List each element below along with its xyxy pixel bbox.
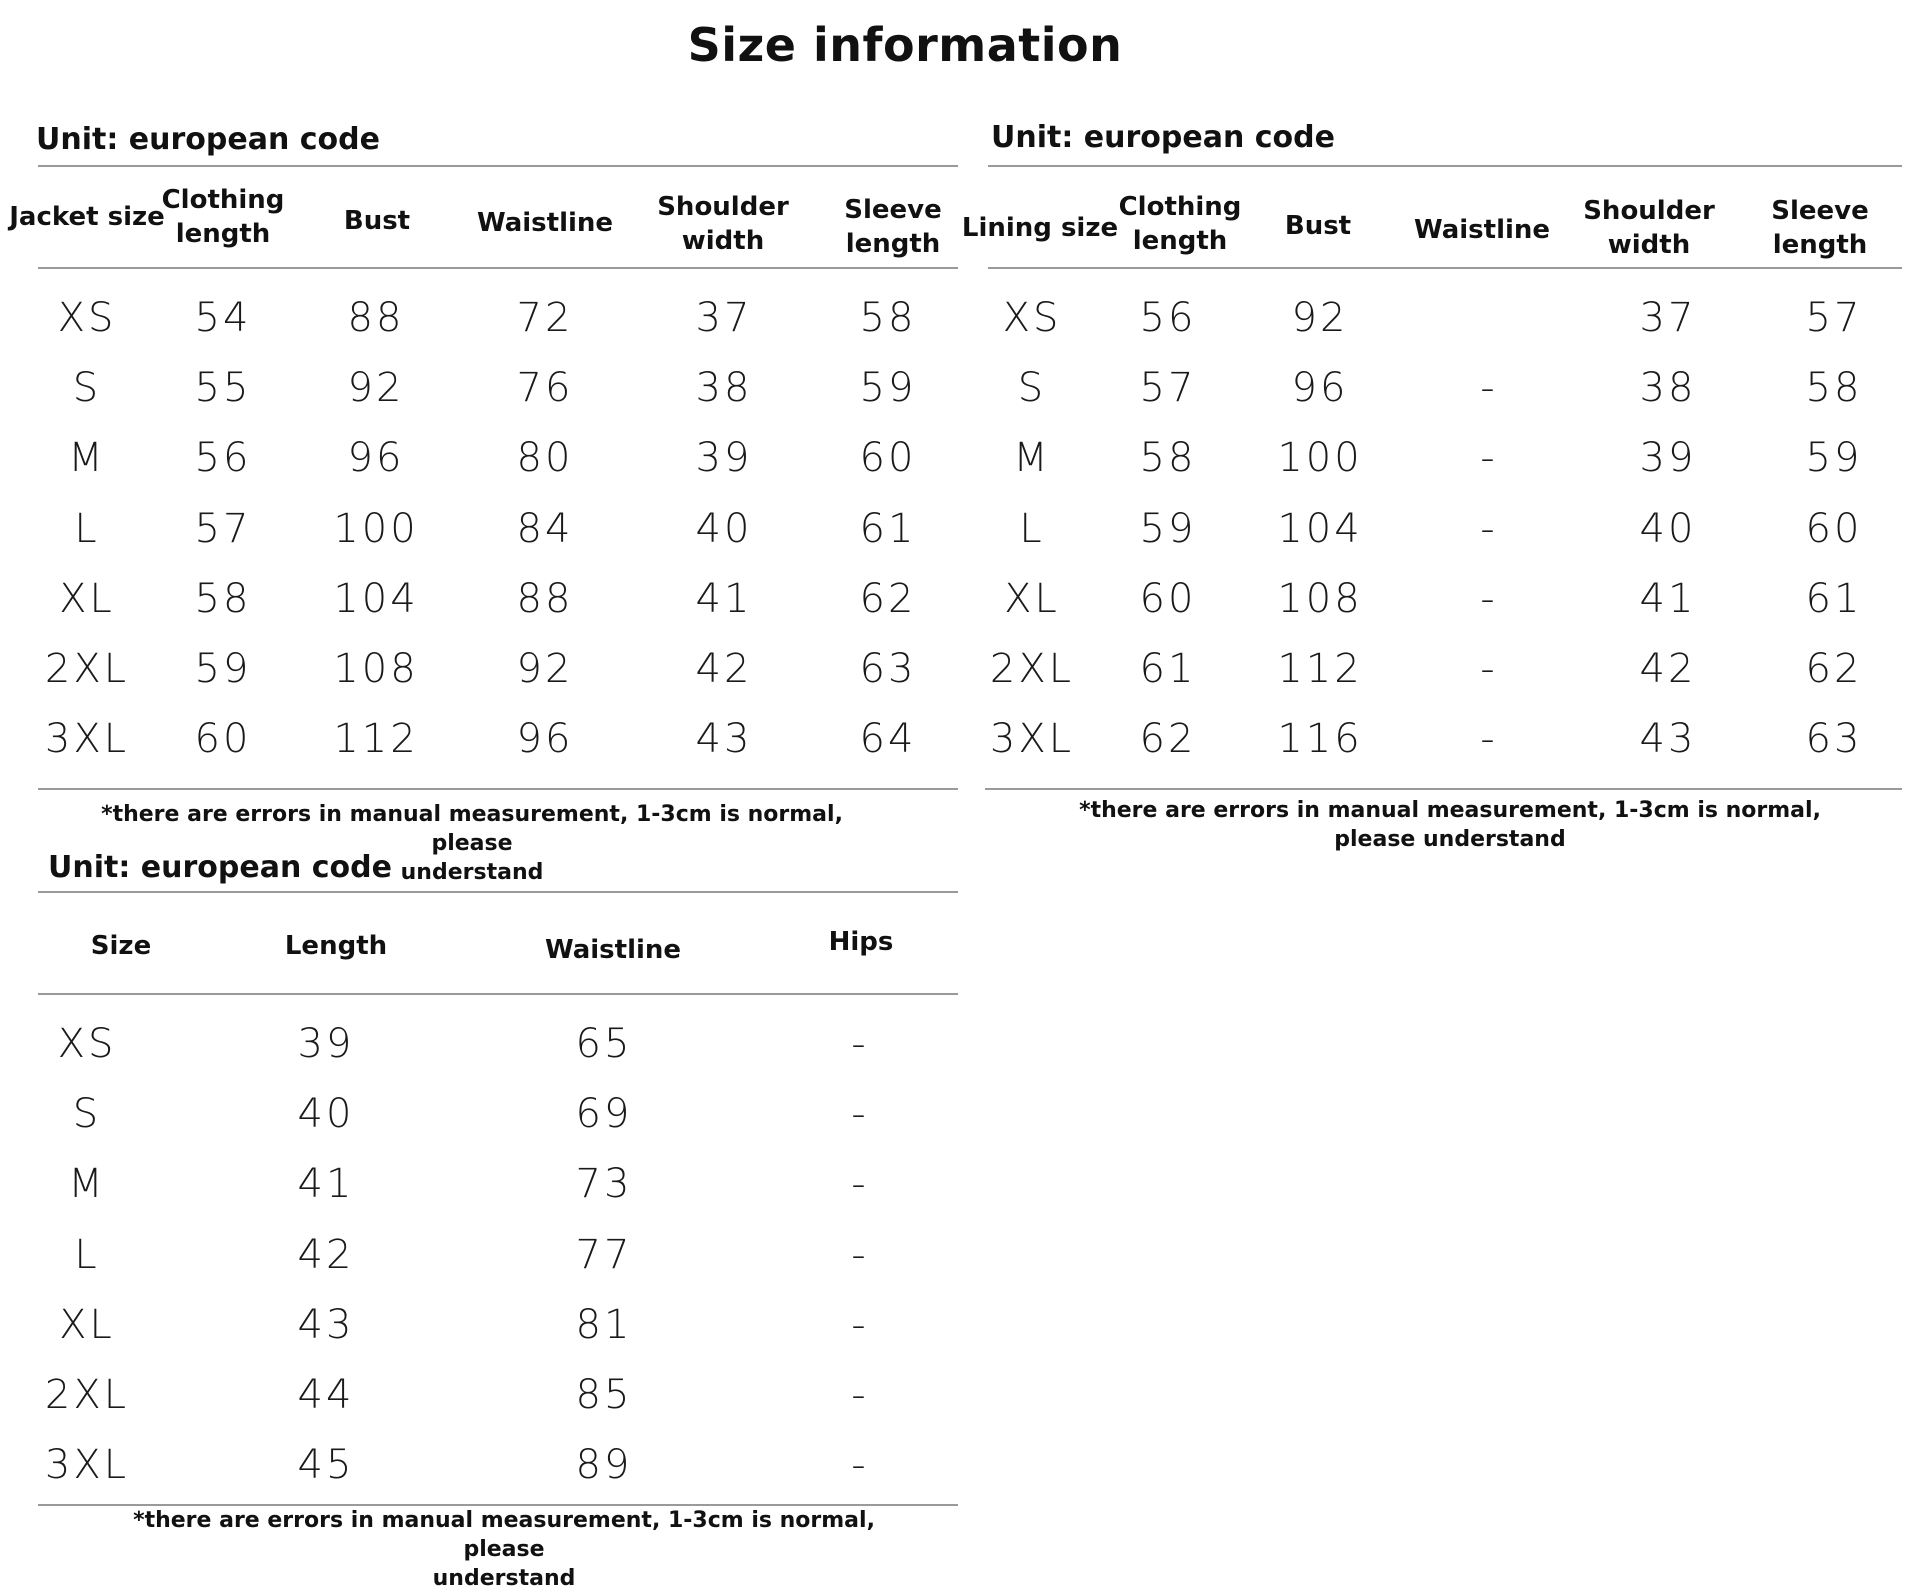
lining-size-cell: XL xyxy=(1004,575,1060,622)
skirt-value-cell: - xyxy=(851,1231,869,1278)
lining-value-cell: 104 xyxy=(1277,505,1363,552)
jacket-value-cell: 40 xyxy=(695,505,753,552)
lining-value-cell: 62 xyxy=(1139,716,1197,763)
lining-measurement-note: *there are errors in manual measurement, 1-3cm is normal, please understand xyxy=(1079,798,1821,852)
jacket-size-cell: M xyxy=(68,435,106,482)
jacket-size-cell: XL xyxy=(59,575,115,622)
lining-header-cell: Bust xyxy=(1284,211,1352,241)
jacket-value-cell: 92 xyxy=(516,646,574,692)
skirt-size-cell: S xyxy=(72,1091,102,1138)
jacket-value-cell: 42 xyxy=(695,646,753,692)
lining-value-cell: - xyxy=(1480,505,1498,552)
skirt-size-cell: 3XL xyxy=(44,1442,130,1489)
skirt-value-cell: - xyxy=(851,1372,869,1418)
lining-value-cell: 100 xyxy=(1277,435,1363,482)
lining-value-cell: 62 xyxy=(1805,646,1863,692)
lining-size-cell: M xyxy=(1013,435,1051,482)
lining-value-cell: 57 xyxy=(1139,365,1197,412)
jacket-header-cell: Sleeve length xyxy=(844,195,942,259)
lining-value-cell: 58 xyxy=(1805,365,1863,412)
lining-value-cell: - xyxy=(1480,365,1498,412)
jacket-value-cell: 112 xyxy=(333,716,419,763)
jacket-value-cell: 104 xyxy=(333,575,419,622)
skirt-value-cell: 45 xyxy=(297,1442,355,1489)
jacket-bottom-divider xyxy=(38,788,958,790)
jacket-value-cell: 84 xyxy=(516,505,574,552)
skirt-value-cell: 73 xyxy=(575,1161,633,1208)
lining-header-cell: Clothing length xyxy=(1118,192,1242,256)
jacket-value-cell: 41 xyxy=(695,575,753,622)
jacket-value-cell: 60 xyxy=(859,435,917,482)
skirt-value-cell: - xyxy=(851,1442,869,1489)
lining-value-cell: 96 xyxy=(1291,365,1349,412)
lining-value-cell: 60 xyxy=(1139,575,1197,622)
jacket-value-cell: 76 xyxy=(516,365,574,412)
lining-value-cell: 56 xyxy=(1139,295,1197,341)
jacket-value-cell: 64 xyxy=(859,716,917,763)
lining-size-cell: 2XL xyxy=(989,646,1075,692)
jacket-value-cell: 56 xyxy=(194,435,252,482)
lining-size-cell: 3XL xyxy=(989,716,1075,763)
lining-value-cell: 40 xyxy=(1639,505,1697,552)
lining-value-cell: 60 xyxy=(1805,505,1863,552)
skirt-value-cell: 44 xyxy=(297,1372,355,1418)
lining-header-cell: Waistline xyxy=(1413,215,1551,245)
jacket-value-cell: 92 xyxy=(347,365,405,412)
lining-value-cell: 37 xyxy=(1639,295,1697,341)
jacket-value-cell: 61 xyxy=(859,505,917,552)
lining-value-cell: 61 xyxy=(1139,646,1197,692)
jacket-value-cell: 108 xyxy=(333,646,419,692)
jacket-value-cell: 88 xyxy=(347,295,405,341)
lining-header-divider xyxy=(988,267,1902,269)
jacket-unit-label: Unit: european code xyxy=(36,122,380,157)
skirt-measurement-note: *there are errors in manual measurement, 1-3cm is normal, please understand xyxy=(133,1508,875,1591)
jacket-measurement-note: *there are errors in manual measurement, 1-3cm is normal, please understand xyxy=(101,802,843,885)
lining-value-cell: 108 xyxy=(1277,575,1363,622)
skirt-value-cell: 77 xyxy=(575,1231,633,1278)
skirt-header-cell: Waistline xyxy=(544,935,682,965)
skirt-header-cell: Size xyxy=(90,931,152,961)
skirt-value-cell: 69 xyxy=(575,1091,633,1138)
jacket-value-cell: 72 xyxy=(516,295,574,341)
jacket-header-cell: Bust xyxy=(343,206,411,236)
lining-size-cell: XS xyxy=(1002,295,1062,341)
skirt-value-cell: 39 xyxy=(297,1021,355,1067)
skirt-value-cell: 43 xyxy=(297,1301,355,1348)
jacket-value-cell: 96 xyxy=(516,716,574,763)
jacket-header-cell: Jacket size xyxy=(9,202,165,232)
lining-value-cell: 61 xyxy=(1805,575,1863,622)
skirt-header-divider xyxy=(38,993,958,995)
jacket-size-cell: S xyxy=(72,365,102,412)
lining-value-cell: 57 xyxy=(1805,295,1863,341)
jacket-value-cell: 58 xyxy=(859,295,917,341)
jacket-value-cell: 43 xyxy=(695,716,753,763)
skirt-size-cell: 2XL xyxy=(44,1372,130,1418)
lining-value-cell: - xyxy=(1480,435,1498,482)
skirt-value-cell: 85 xyxy=(575,1372,633,1418)
lining-value-cell: 59 xyxy=(1805,435,1863,482)
lining-header-cell: Sleeve length xyxy=(1771,196,1869,260)
lining-header-cell: Lining size xyxy=(961,213,1119,243)
jacket-value-cell: 59 xyxy=(194,646,252,692)
lining-value-cell: - xyxy=(1480,646,1498,692)
jacket-value-cell: 37 xyxy=(695,295,753,341)
lining-value-cell: 92 xyxy=(1291,295,1349,341)
skirt-size-cell: L xyxy=(74,1231,100,1278)
jacket-value-cell: 38 xyxy=(695,365,753,412)
skirt-value-cell: 42 xyxy=(297,1231,355,1278)
lining-value-cell: 38 xyxy=(1639,365,1697,412)
lining-value-cell: 59 xyxy=(1139,505,1197,552)
lining-header-cell: Shoulder width xyxy=(1583,196,1715,260)
lining-value-cell: - xyxy=(1480,575,1498,622)
jacket-value-cell: 100 xyxy=(333,505,419,552)
jacket-header-cell: Shoulder width xyxy=(657,192,789,256)
jacket-value-cell: 60 xyxy=(194,716,252,763)
lining-value-cell: 39 xyxy=(1639,435,1697,482)
jacket-value-cell: 88 xyxy=(516,575,574,622)
jacket-value-cell: 58 xyxy=(194,575,252,622)
skirt-value-cell: - xyxy=(851,1021,869,1067)
jacket-value-cell: 62 xyxy=(859,575,917,622)
jacket-size-cell: 3XL xyxy=(44,716,130,763)
lining-value-cell: 58 xyxy=(1139,435,1197,482)
jacket-size-cell: XS xyxy=(57,295,117,341)
skirt-header-cell: Length xyxy=(284,931,388,961)
skirt-value-cell: 81 xyxy=(575,1301,633,1348)
jacket-value-cell: 59 xyxy=(859,365,917,412)
jacket-value-cell: 54 xyxy=(194,295,252,341)
lining-bottom-divider xyxy=(985,788,1902,790)
skirt-value-cell: 40 xyxy=(297,1091,355,1138)
lining-top-divider xyxy=(988,165,1902,167)
jacket-value-cell: 96 xyxy=(347,435,405,482)
lining-unit-label: Unit: european code xyxy=(991,120,1335,155)
skirt-value-cell: 41 xyxy=(297,1161,355,1208)
skirt-value-cell: - xyxy=(851,1091,869,1138)
skirt-unit-label: Unit: european code xyxy=(48,850,392,885)
jacket-value-cell: 80 xyxy=(516,435,574,482)
lining-value-cell: 63 xyxy=(1805,716,1863,763)
skirt-size-cell: XL xyxy=(59,1301,115,1348)
lining-value-cell: 112 xyxy=(1277,646,1363,692)
lining-size-cell: S xyxy=(1017,365,1047,412)
skirt-value-cell: - xyxy=(851,1161,869,1208)
lining-value-cell: 43 xyxy=(1639,716,1697,763)
skirt-value-cell: - xyxy=(851,1301,869,1348)
jacket-value-cell: 63 xyxy=(859,646,917,692)
jacket-value-cell: 55 xyxy=(194,365,252,412)
skirt-value-cell: 65 xyxy=(575,1021,633,1067)
lining-value-cell: 116 xyxy=(1277,716,1363,763)
jacket-size-cell: 2XL xyxy=(44,646,130,692)
skirt-top-divider xyxy=(38,891,958,893)
jacket-header-cell: Waistline xyxy=(476,208,614,238)
jacket-top-divider xyxy=(38,165,958,167)
skirt-size-cell: M xyxy=(68,1161,106,1208)
lining-value-cell: - xyxy=(1480,716,1498,763)
jacket-value-cell: 57 xyxy=(194,505,252,552)
jacket-header-cell: Clothing length xyxy=(161,185,285,249)
page-title: Size information xyxy=(687,18,1123,72)
skirt-value-cell: 89 xyxy=(575,1442,633,1489)
lining-value-cell: 42 xyxy=(1639,646,1697,692)
jacket-size-cell: L xyxy=(74,505,100,552)
jacket-value-cell: 39 xyxy=(695,435,753,482)
skirt-header-cell: Hips xyxy=(828,927,894,957)
lining-size-cell: L xyxy=(1019,505,1045,552)
lining-value-cell: 41 xyxy=(1639,575,1697,622)
jacket-header-divider xyxy=(38,267,958,269)
skirt-size-cell: XS xyxy=(57,1021,117,1067)
